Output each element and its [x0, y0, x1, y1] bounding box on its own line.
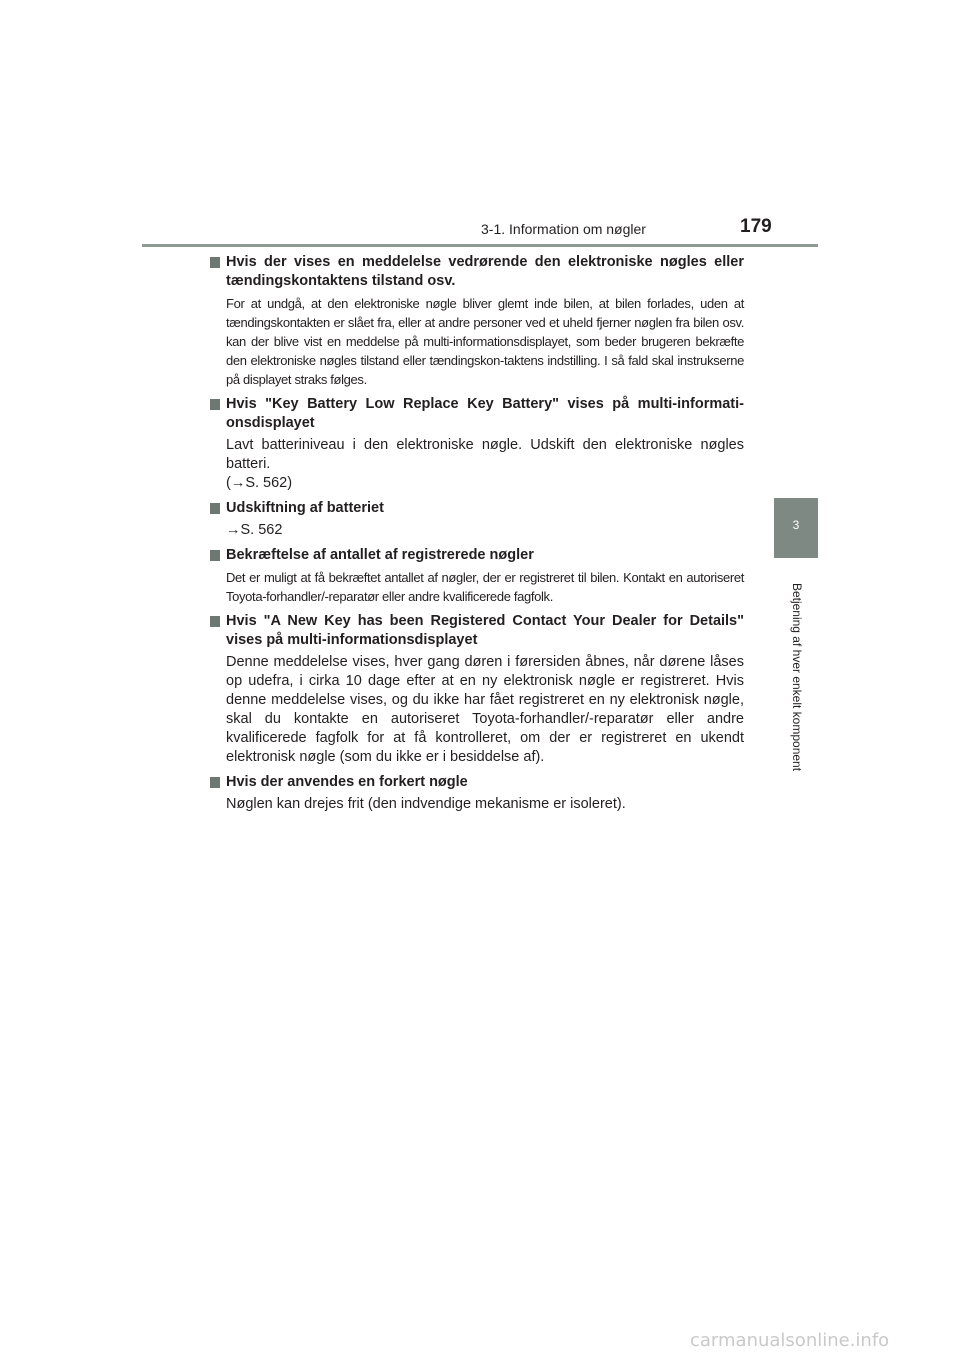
square-bullet-icon — [210, 550, 220, 561]
section-body: Det er muligt at få bekræftet antallet af nøgler, der er registreret til bilen. Kontakt en autoriseret Toyota-forhandler/-reparatør eller andre kvalificerede fagfolk. — [226, 570, 744, 604]
square-bullet-icon — [210, 616, 220, 627]
section-heading: Udskiftning af batteriet — [226, 500, 384, 516]
page-reference: (→S. 562) — [226, 475, 293, 491]
section-heading: Hvis "Key Battery Low Replace Key Battery" vises på multi-informati-onsdisplayet — [226, 396, 744, 431]
square-bullet-icon — [210, 503, 220, 514]
header-section-title: 3-1. Information om nøgler — [481, 221, 646, 237]
chapter-tab — [774, 498, 818, 558]
section-new-key-registered — [210, 612, 744, 767]
square-bullet-icon — [210, 399, 220, 410]
header-rule — [142, 244, 818, 247]
square-bullet-icon — [210, 257, 220, 268]
square-bullet-icon — [210, 777, 220, 788]
section-heading: Hvis der vises en meddelelse vedrørende den elektroniske nøgles eller tændingskontaktens tilstand osv. — [226, 254, 744, 289]
section-ignition-message — [210, 253, 744, 389]
section-registered-keys — [210, 546, 744, 606]
page-reference: →S. 562 — [226, 522, 283, 538]
section-heading: Hvis der anvendes en forkert nøgle — [226, 774, 468, 790]
page-number: 179 — [740, 216, 772, 237]
section-wrong-key — [210, 773, 744, 814]
section-body: Denne meddelelse vises, hver gang døren i førersiden åbnes, når dørene låses op udefra, i cirka 10 dage efter at en ny elektronisk nøgle er registreret. Hvis denne meddelelse vises, og du ikke har fået registreret en ny elektronisk nøgle, skal du kontakte en autoriseret Toyota-forhandler/-reparatør eller andre kvalificerede fagfolk for at få kontrolleret, om der er registreret en ukendt elektronisk nøgle (som du ikke er i besiddelse af). — [226, 654, 744, 765]
watermark: carmanualsonline.info — [690, 1330, 890, 1351]
chapter-title: Betjening af hver enkelt komponent — [790, 582, 804, 772]
section-body: Lavt batteriniveau i den elektroniske nøgle. Udskift den elektroniske nøgles batteri. — [226, 437, 744, 472]
chapter-number: 3 — [792, 518, 800, 532]
section-key-battery-low — [210, 395, 744, 493]
section-heading: Hvis "A New Key has been Registered Contact Your Dealer for Details" vises på multi-informationsdisplayet — [226, 613, 744, 648]
section-heading: Bekræftelse af antallet af registrerede nøgler — [226, 547, 534, 563]
section-battery-replacement — [210, 499, 744, 540]
section-body: Nøglen kan drejes frit (den indvendige mekanisme er isoleret). — [226, 796, 626, 812]
section-body: For at undgå, at den elektroniske nøgle bliver glemt inde bilen, at bilen forlades, uden at tændingskontakten er slået fra, eller at andre personer ved et uheld fjerner nøglen fra bilen osv. kan der blive vist en meddelse på multi-informationsdisplayet, som beder brugeren bekræfte den elektroniske nøgles tilstand eller tændingskon-taktens indstilling. I så fald skal instrukserne på displayet straks følges. — [226, 296, 744, 387]
content — [210, 253, 744, 820]
